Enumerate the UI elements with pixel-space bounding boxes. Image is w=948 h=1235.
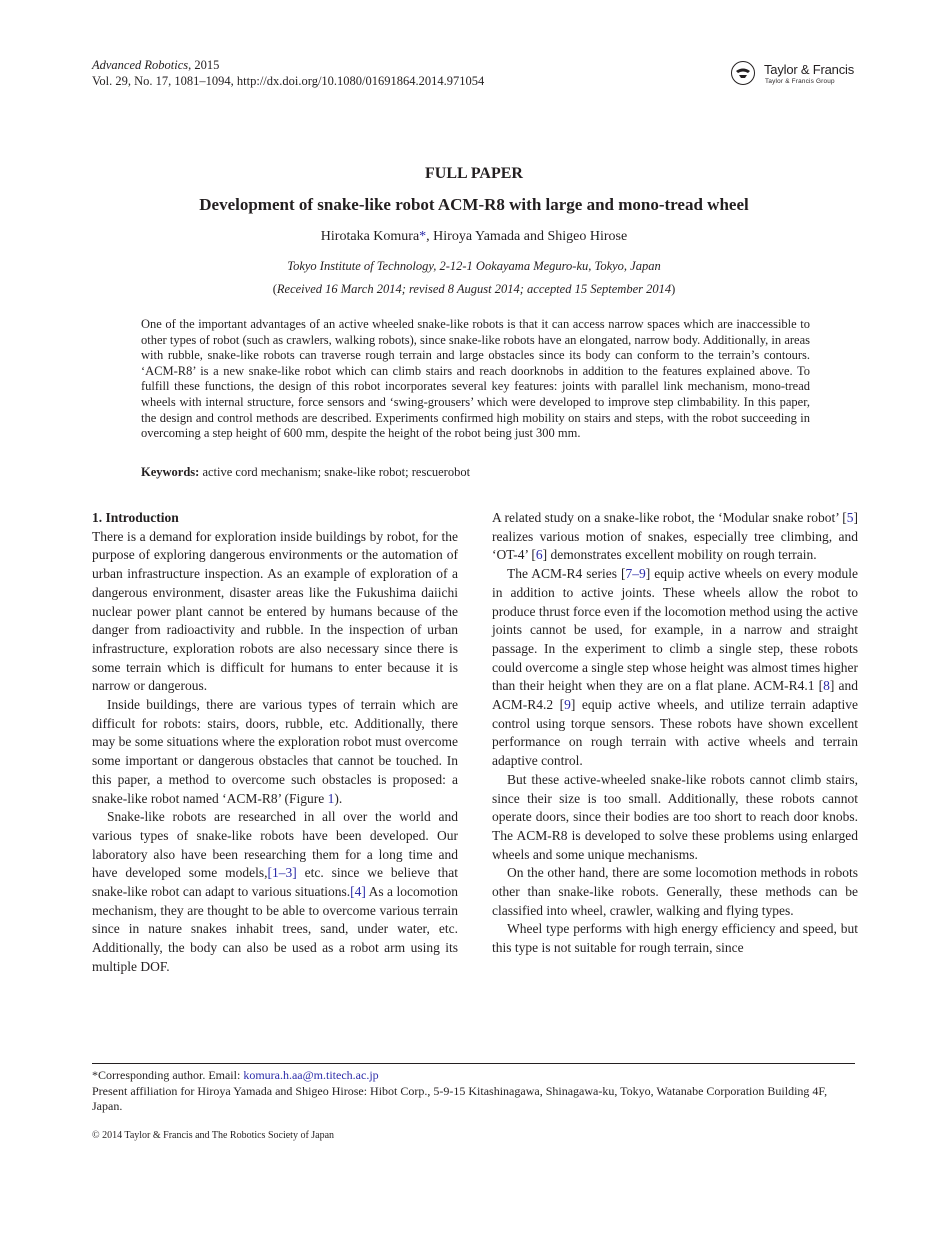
paragraph: On the other hand, there are some locomotion methods in robots other than snake-like robots. Generally, these methods can be classified into wheel, crawler, walking and flying types. (492, 865, 858, 918)
keywords (141, 465, 810, 480)
paragraph-text: Snake-like robots are researched in all over the world and various types of snake-like robots have been developed. Our laboratory also have been researching them for a long time and have developed some models, (92, 809, 458, 881)
publisher-name: Taylor & Francis (764, 62, 854, 77)
publisher-logo (731, 61, 871, 91)
author-first: Hirotaka Komura (320, 229, 420, 244)
citation-ref[interactable]: 5 (846, 510, 854, 525)
author-rest: , Hiroya Yamada and Shigeo Hirose (426, 229, 628, 244)
corresponding-author-mark[interactable]: * (419, 229, 427, 244)
paragraph-text: ] and ACM-R4.2 [ (492, 678, 858, 713)
paragraph-text: ] demonstrates excellent mobility on rough terrain. (542, 547, 817, 563)
section-heading: 1. Introduction (92, 510, 179, 525)
email-link[interactable]: komura.h.aa@m.titech.ac.jp (243, 1068, 379, 1082)
paragraph (492, 509, 858, 565)
citation-ref[interactable]: [1–3] (267, 865, 297, 881)
dates-text: Received 16 March 2014; revised 8 August 2014; accepted 15 September 2014 (276, 282, 672, 296)
citation-ref[interactable]: 7–9 (625, 566, 646, 582)
journal-citation[interactable]: Vol. 29, No. 17, 1081–1094, http://dx.doi.org/10.1080/01691864.2014.971054 (92, 74, 485, 88)
dates-close: ) (671, 282, 676, 296)
paragraph (92, 808, 458, 976)
submission-dates (0, 282, 948, 297)
footnote-label: Corresponding author. Email: (98, 1068, 244, 1082)
paper-title: Development of snake-like robot ACM-R8 with large and mono-tread wheel (199, 195, 749, 214)
keywords-text: active cord mechanism; snake-like robot; rescuerobot (199, 465, 471, 479)
paragraph-text: etc. since we believe that snake-like robot can adapt to various situations. (92, 865, 458, 900)
paragraph: Wheel type performs with high energy efficiency and speed, but this type is not suitable for rough terrain, since (492, 921, 858, 956)
paper-type: FULL PAPER (425, 165, 523, 182)
journal-header (92, 57, 484, 89)
paragraph-text: The ACM-R4 series [ (507, 566, 626, 582)
body-column-left (92, 509, 458, 977)
body-column-right (492, 509, 858, 958)
paragraph-text: As a locomotion mechanism, they are thought to be able to overcome various terrain since in nature snakes inhabit trees, sand, under water, etc. Additionally, the body can also be used as a robot arm using its multiple DOF. (92, 884, 459, 974)
figure-ref[interactable]: 1 (327, 790, 335, 806)
present-affiliation: Present affiliation for Hiroya Yamada and Shigeo Hirose: Hibot Corp., 5-9-15 Kitashinagawa, Shinagawa-ku, Tokyo, Watanabe Corporation Building 4F, Japan. (92, 1083, 828, 1113)
copyright: © 2014 Taylor & Francis and The Robotics Society of Japan (92, 1130, 335, 1141)
paragraph-text: ] realizes various motion of snakes, especially tree climbing, and ‘OT-4’ [ (492, 510, 858, 563)
publisher-group: Taylor & Francis Group (765, 78, 835, 85)
footnote (92, 1068, 855, 1115)
citation-ref[interactable]: [4] (350, 884, 366, 900)
paragraph-text: ] equip active wheels, and utilize terrain adaptive control using torque sensors. These robots have shown excellent performance on rough terrain with active wheels and terrain adaptive control. (492, 697, 858, 769)
paragraph-text: A related study on a snake-like robot, the ‘Modular snake robot’ [ (492, 510, 847, 525)
journal-year: , 2015 (188, 58, 220, 72)
footnote-divider (92, 1063, 855, 1064)
paragraph-text: Inside buildings, there are various types of terrain which are difficult for robots: stairs, doors, rubble, etc. Additionally, there may be some situations where the exploration robot must overcome some important or dangerous obstacles that cannot be touched. In this paper, a method to overcome such obstacles is proposed: a snake-like robot named ‘ACM-R8’ (Figure (92, 697, 458, 806)
citation-ref[interactable]: 8 (823, 678, 830, 694)
journal-name: Advanced Robotics (92, 58, 189, 72)
abstract-text: One of the important advantages of an active wheeled snake-like robots is that it can access narrow spaces which are inaccessible to other types of robot (such as crawlers, walking robots), since snake-like robots have an elongated, narrow body. Additionally, in areas with rubble, snake-like robots can traverse rough terrain and large obstacles since its body can conform to the terrain’s contours. ‘ACM-R8’ is a new snake-like robot which can climb stairs and reach doorknobs in addition to the features explained above. To fulfill these functions, the design of this robot incorporates several key features: joints with parallel link mechanism, mono-tread wheels with internal structure, force sensors and ‘swing-grousers’ which were developed to improve step climbability. In this paper, the design and control methods are described. Experiments confirmed high mobility on stairs and steps, with the robot succeeding in overcoming a step height of 600 mm, despite the height of the robot being just 300 mm. (141, 317, 810, 441)
paragraph: But these active-wheeled snake-like robots cannot climb stairs, since their size is too small. Additionally, these robots cannot operate doors, since their bodies are too short to reach door knobs. The ACM-R8 is developed to solve these problems using enlarged wheels and some unique mechanisms. (492, 771, 858, 862)
dates-open: ( (272, 282, 277, 296)
author-list (0, 229, 948, 245)
paragraph: There is a demand for exploration inside buildings by robot, for the purpose of exploring dangerous environments or the automation of urban infrastructure inspection. As an example of exploration of a dangerous environment, disaster areas like the Fukushima daiichi nuclear power plant cannot be entered by humans because of the danger from radioactivity and rubble. In the inspection of urban infrastructure, exploration robots are also necessary since there is some terrain which is difficult for humans to enter because it is narrow or dangerous. (92, 528, 458, 694)
corresponding-note (92, 1068, 855, 1084)
keywords-label: Keywords: (141, 465, 200, 479)
footnote-mark: * (92, 1068, 98, 1082)
lamp-logo-icon (731, 61, 755, 85)
affiliation: Tokyo Institute of Technology, 2-12-1 Ookayama Meguro-ku, Tokyo, Japan (287, 259, 661, 273)
citation-ref[interactable]: 9 (564, 697, 571, 713)
paragraph (492, 565, 858, 771)
paragraph (92, 696, 458, 808)
abstract (141, 317, 810, 442)
paragraph-text: ). (334, 790, 343, 806)
paragraph-text: ] equip active wheels on every module in addition to active joints. These wheels allow the robot to produce thrust force even if the locomotion method using the active joints cannot be used, for example, in a narrow and straight passage. In the experiment to climb a single step, these robots could overcome a single step whose height was almost times higher than their height when they are on a flat plane. ACM-R4.1 [ (492, 566, 858, 694)
citation-ref[interactable]: 6 (535, 547, 543, 563)
